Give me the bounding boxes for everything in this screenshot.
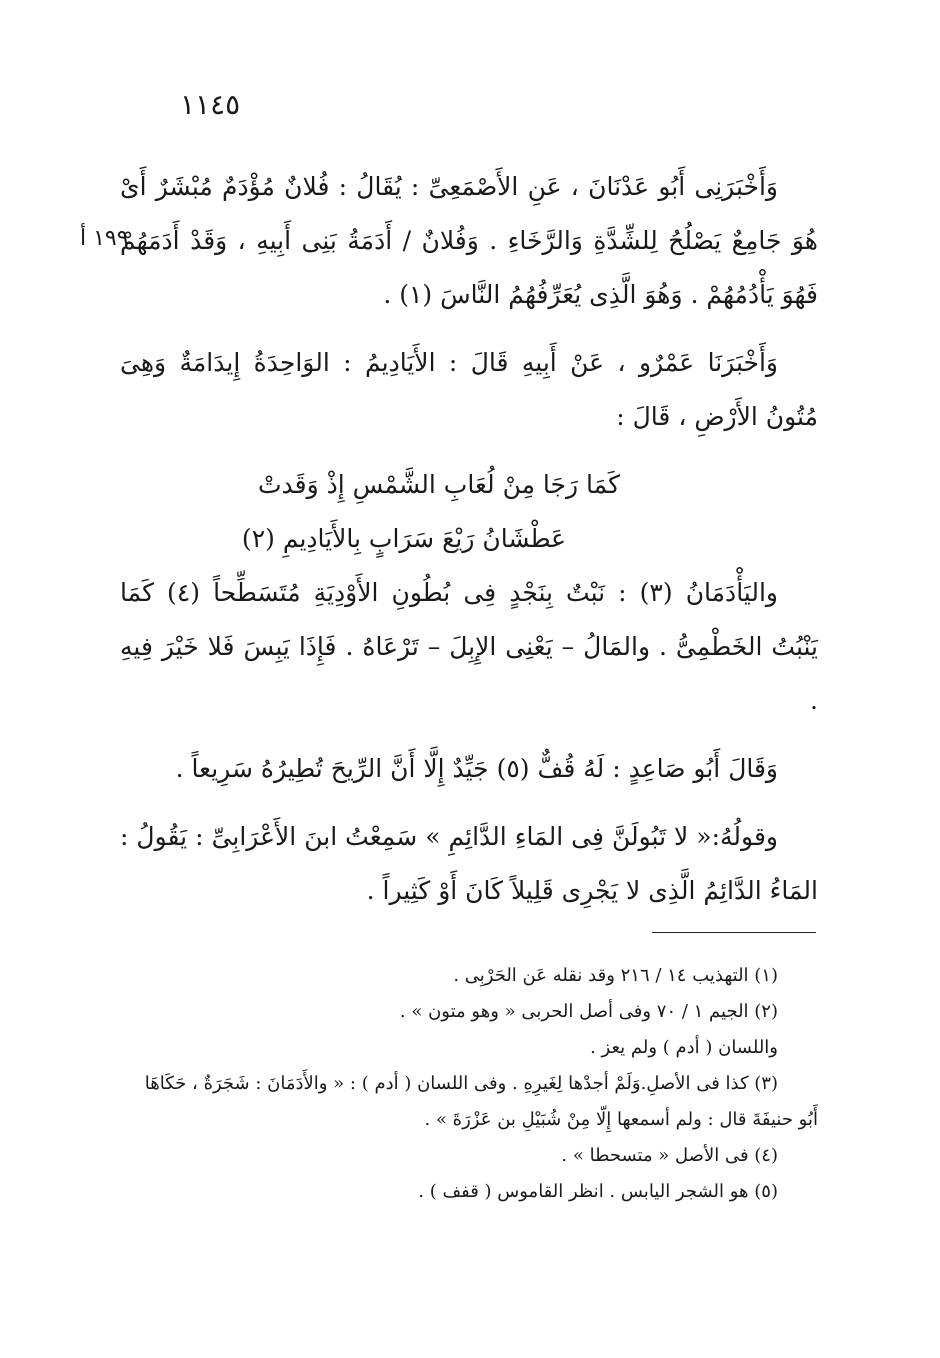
footnote-1: (١) التهذيب ١٤ / ٢١٦ وقد نقله عَن الحَرْبِى . [453, 965, 778, 986]
margin-folio-note: ١٩٩ أ [80, 226, 129, 251]
footnotes [140, 958, 818, 1210]
paragraph-asmai: وَأَخْبَرَنِى أَبُو عَدْنَانَ ، عَنِ الأَصْمَعِىِّ : يُقَالُ : فُلانٌ مُؤْدَمٌ مُبْشَرٌ أَىْ هُوَ جَامِعٌ يَصْلُحُ لِلشِّدَّةِ وَالرَّخَاءِ . وَفُلانٌ / أَدَمَةُ بَنِى أَبِيهِ ، وَقَدْ أَدَمَهُمْ فَهُوَ يَأْدُمُهُمْ . وَهُوَ الَّذِى يُعَرِّفُهُمُ النَّاسَ (١) . [120, 172, 818, 309]
footnote-separator [652, 932, 816, 933]
footnote-2: (٢) الجيم ١ / ٧٠ وفى أصل الحربى « وهو متون » . [399, 1001, 778, 1022]
footnote-4: (٤) فى الأصل « متسحطا » . [561, 1145, 778, 1166]
paragraph-yadaman: واليَأْدَمَانُ (٣) : نَبْتٌ بِنَجْدٍ فِى بُطُونِ الأَوْدِيَةِ مُتَسَطِّحاً (٤) كَمَا يَنْبُتُ الخَطْمِىُّ . والمَالُ – يَعْنِى الإِبِلَ – تَرْعَاهُ . فَإِذَا يَبِسَ فَلا خَيْرَ فِيهِ . [120, 578, 818, 715]
paragraph-hadith: وقولُهُ:« لا تَبُولَنَّ فِى المَاءِ الدَّائِمِ » سَمِعْتُ ابنَ الأَعْرَابِىِّ : يَقُولُ : المَاءُ الدَّائِمُ الَّذِى لا يَجْرِى قَلِيلاً كَانَ أَوْ كَثِيراً . [120, 822, 818, 905]
page-number: ١١٤٥ [180, 88, 241, 121]
footnote-5: (٥) هو الشجر اليابس . انظر القاموس ( قفف ) . [418, 1181, 778, 1202]
verse-line-1: كَمَا رَجَا مِنْ لُعَابِ الشَّمْسِ إِذْ وَقَدتْ [258, 470, 620, 499]
paragraph-ayadim: وَأَخْبَرَنَا عَمْرٌو ، عَنْ أَبِيهِ قَالَ : الأَيَادِيمُ : الوَاحِدَةُ إِيدَامَةٌ وَهِىَ مُتُونُ الأَرْضِ ، قَالَ : [120, 348, 818, 431]
footnote-2-continued: واللسان ( أدم ) ولم يعز . [590, 1037, 778, 1058]
verse-line-2: عَطْشَانُ رَيْعَ سَرَابٍ بِالأَيَادِيمِ (٢) [241, 524, 567, 553]
paragraph-abu-saed: وَقَالَ أَبُو صَاعِدٍ : لَهُ قُفٌّ (٥) جَيِّدٌ إِلَّا أَنَّ الرِّيحَ تُطِيرُهُ سَرِيعاً . [175, 754, 778, 783]
footnote-3: (٣) كذا فى الأصلِ.وَلَمْ أجدْها لِغَيرِهِ . وفى اللسان ( أدم ) : « والأَدَمَانَ : شَجَرَةٌ ، حَكَاهَا أَبُو حنيفَةَ قال : ولم أسمعها إِلّا مِنْ شُبَيْلِ بن عَزْرَةَ » . [144, 1073, 818, 1130]
main-text [120, 160, 818, 932]
